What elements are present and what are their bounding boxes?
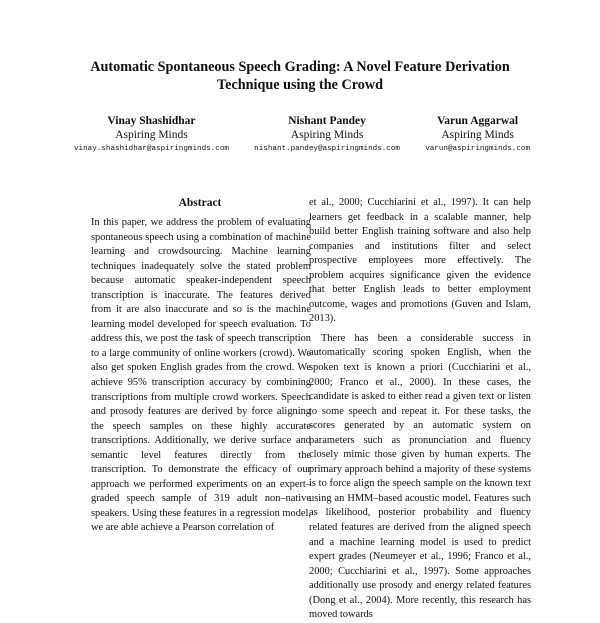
author-1 bbox=[74, 114, 229, 156]
author-2 bbox=[254, 114, 400, 156]
abstract-heading: Abstract bbox=[178, 197, 222, 209]
author-email: varun@aspiringminds.com bbox=[425, 145, 530, 153]
paper-title bbox=[60, 58, 540, 94]
paper-title-line-2: Technique using the Crowd bbox=[217, 77, 383, 93]
author-affiliation: Aspiring Minds bbox=[290, 129, 364, 141]
author-name: Varun Aggarwal bbox=[437, 115, 519, 127]
author-email: nishant.pandey@aspiringminds.com bbox=[254, 145, 400, 153]
author-name: Nishant Pandey bbox=[288, 115, 366, 127]
author-email: vinay.shashidhar@aspiringminds.com bbox=[74, 145, 229, 153]
left-column bbox=[89, 196, 311, 536]
author-list bbox=[74, 114, 530, 156]
author-name: Vinay Shashidhar bbox=[107, 115, 196, 127]
body-paragraph-1: et al., 2000; Cucchiarini et al., 1997). It can help learners get feedback in a scalable manner, help build better English training software and also help companies and institutions filter and select prospective employees more effectively. The problem acquires significance given the evidence that better English leads to better employment outcome, wages and promotions (Guven and Islam, 2013). bbox=[309, 197, 531, 325]
right-column bbox=[309, 196, 531, 623]
author-affiliation: Aspiring Minds bbox=[115, 129, 188, 141]
paper-title-line-1: Automatic Spontaneous Speech Grading: A Novel Feature Derivation bbox=[90, 59, 510, 75]
author-affiliation: Aspiring Minds bbox=[441, 129, 514, 141]
abstract-text: In this paper, we address the problem of evaluating spontaneous speech using a combination of machine learning and crowdsourcing. Machine learning techniques inadequately solve the stated problem because automatic speaker-independent speech transcription is inaccurate. The features derived from it are also inaccurate and so is the machine learning model developed for speech evaluation. To address this, we post the task of speech transcription to a large community of online workers (crowd). We also get spoken English grades from the crowd. We achieve 95% transcription accuracy by combining transcriptions from multiple crowd workers. Speech and prosody features are derived by force aligning the speech samples on these highly accurate transcriptions. Additionally, we derive surface and semantic level features directly from the transcription. To demonstrate the efficacy of our approach we performed experiments on an expert–graded speech sample of 319 adult non–native speakers. Using these features in a regression model, we are able achieve a Pearson correlation of bbox=[91, 217, 311, 534]
author-3 bbox=[425, 114, 530, 156]
body-paragraph-2: There has been a considerable success in automatically scoring spoken English, when the spoken text is known a priori (Cucchiarini et al., 2000; Franco et al., 2000). In these cases, the candidate is asked to either read a given text or listen to some speech and repeat it. For these tasks, the scores generated by an automatic system on parameters such as pronunciation and fluency closely mimic those given by human experts. The primary approach behind a majority of these systems is to force align the speech sample on the known text using an HMM–based acoustic model. Features such as likelihood, posterior probability and fluency related features are derived from the aligned speech and a machine learning model is used to predict expert grades (Neumeyer et al., 1996; Franco et al., 2000; Cucchiarini et al., 1997). Some approaches additionally use prosody and energy related features (Dong et al., 2004). More recently, this research has moved towards bbox=[309, 332, 531, 621]
